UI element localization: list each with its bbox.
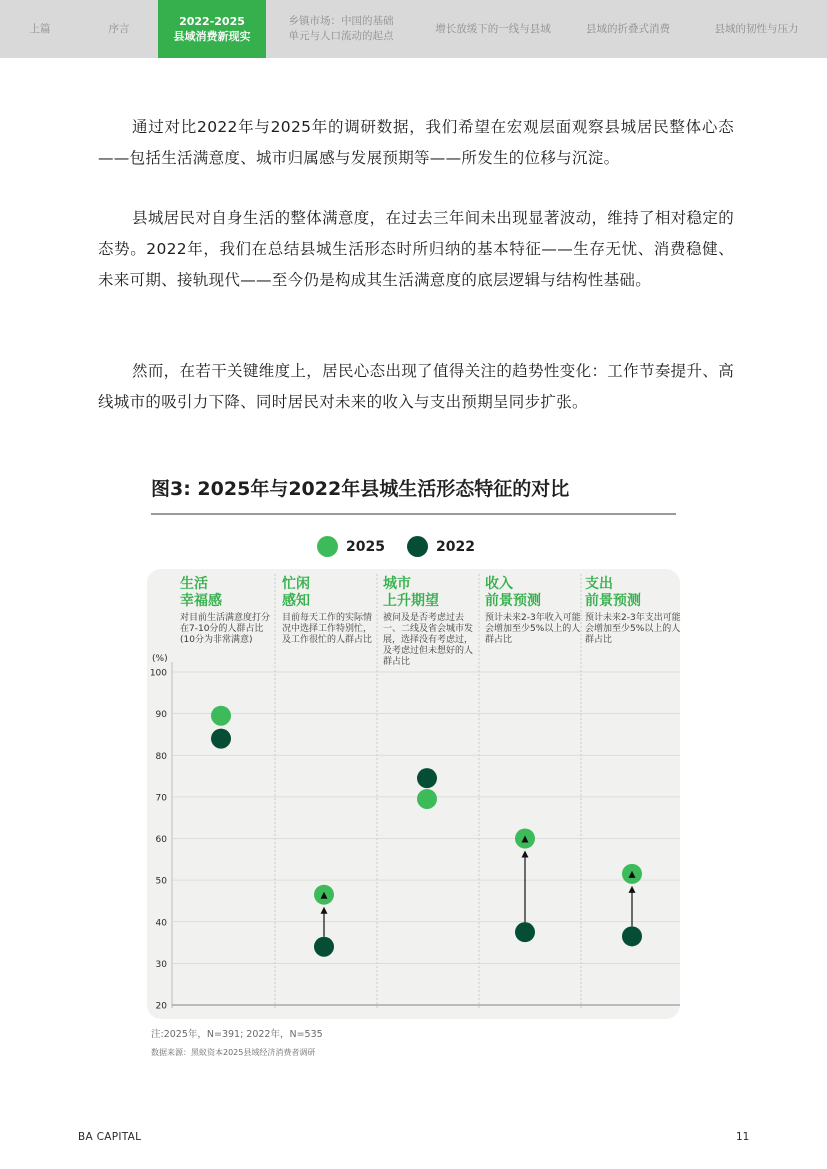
- column-description: 对目前生活满意度打分在7-10分的人群占比(10分为非常满意): [180, 613, 271, 645]
- column-description: 预计未来2-3年支出可能会增加至少5%以上的人群占比: [585, 613, 681, 645]
- y-axis-unit-label: (%): [152, 654, 168, 664]
- column-description: 被问及是否考虑过去一、二线及省会城市发展，选择没有考虑过，及考虑过但未想好的人群占比: [383, 613, 474, 667]
- footer-brand: BA CAPITAL: [78, 1131, 142, 1143]
- nav-tab-label: 增长放缓下的一线与县域: [435, 22, 551, 35]
- column-title: 收入 前景预测: [485, 576, 541, 609]
- paragraph-trends: 然而，在若干关键维度上，居民心态出现了值得关注的趋势性变化：工作节奏提升、高线城市的吸引力下降、同时居民对未来的收入与支出预期呈同步扩张。: [98, 362, 734, 411]
- y-tick-label: 80: [155, 751, 167, 762]
- change-arrow-head: [629, 886, 636, 893]
- column-title: 支出 前景预测: [585, 576, 641, 609]
- data-point-2022: [417, 768, 437, 788]
- nav-tab-label: 县域的韧性与压力: [714, 22, 799, 35]
- nav-tab-label: 乡镇市场：中国的基础 单元与人口流动的起点: [288, 15, 394, 42]
- nav-tab-label: 序言: [108, 22, 130, 35]
- y-tick-label: 50: [155, 876, 167, 887]
- legend-label-2025: 2025: [346, 538, 385, 555]
- y-tick-label: 20: [155, 1001, 167, 1012]
- data-point-2025: [211, 706, 231, 726]
- paragraph-satisfaction: 县城居民对自身生活的整体满意度，在过去三年间未出现显著波动，维持了相对稳定的态势。2022年，我们在总结县城生活形态时所归纳的基本特征——生存无忧、消费稳健、未来可期、接轨现代——至今仍是构成其生活满意度的底层逻辑与结构性基础。: [98, 209, 734, 289]
- paragraph-intro: 通过对比2022年与2025年的调研数据，我们希望在宏观层面观察县城居民整体心态——包括生活满意度、城市归属感与发展预期等——所发生的位移与沉淀。: [98, 118, 734, 167]
- y-tick-label: 90: [155, 710, 167, 721]
- nav-tab-label: 2022-2025 县域消费新现实: [173, 15, 251, 43]
- page-number: 11: [736, 1131, 750, 1143]
- column-title: 城市 上升期望: [383, 576, 439, 609]
- y-tick-label: 60: [155, 835, 167, 845]
- data-point-2022: [314, 937, 334, 957]
- data-point-2025: [417, 789, 437, 809]
- y-tick-label: 40: [155, 918, 167, 929]
- legend-label-2022: 2022: [435, 538, 475, 555]
- nav-tab-label: 县域的折叠式消费: [586, 22, 670, 35]
- y-tick-label: 100: [149, 668, 167, 679]
- change-arrow-head: [321, 907, 328, 914]
- column-description: 预计未来2-3年收入可能会增加至少5%以上的人群占比: [485, 613, 581, 645]
- change-arrow-head: [522, 851, 529, 858]
- figure-title: 图3: 2025年与2022年县城生活形态特征的对比: [151, 478, 570, 500]
- data-point-2022: [622, 926, 642, 946]
- data-point-2022: [515, 922, 535, 942]
- data-point-2022: [211, 729, 231, 749]
- nav-tab-label: 上篇: [29, 22, 51, 35]
- figure-source: 数据来源：黑蚁资本2025县域经济消费者调研: [151, 1048, 316, 1057]
- column-title: 忙闲 感知: [282, 576, 310, 609]
- figure-note: 注:2025年，N=391; 2022年，N=535: [151, 1029, 323, 1040]
- y-tick-label: 30: [155, 959, 167, 970]
- column-title: 生活 幸福感: [180, 576, 222, 609]
- column-description: 目前每天工作的实际情况中选择工作特别忙，及工作很忙的人群占比: [282, 613, 373, 645]
- y-tick-label: 70: [155, 793, 167, 804]
